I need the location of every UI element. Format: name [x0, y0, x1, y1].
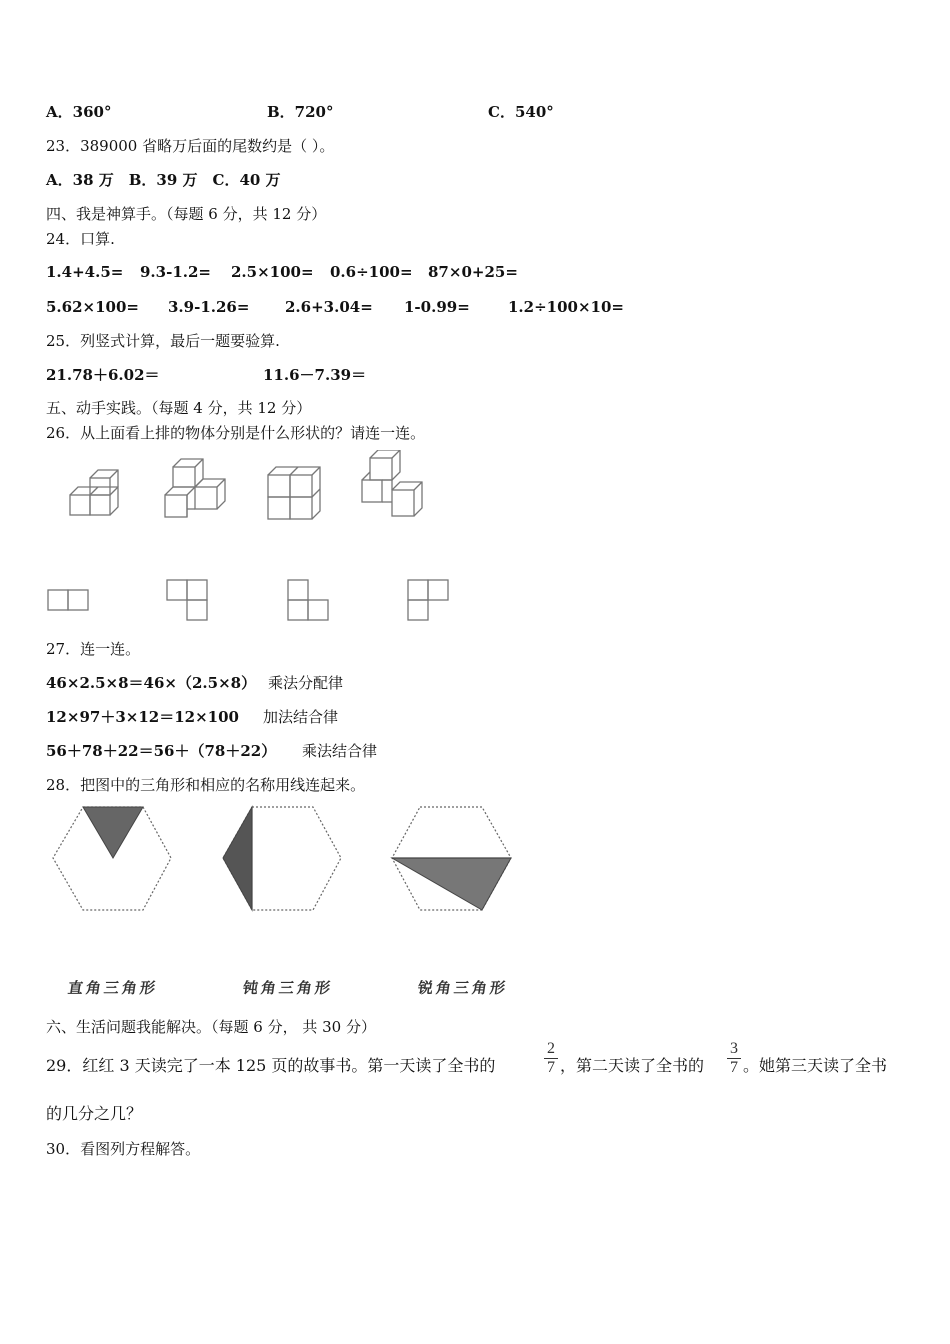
triangle-label-obtuse: 钝角三角形	[241, 979, 335, 997]
q24-item: 3.9-1.26=	[168, 298, 250, 316]
q24-item: 1-0.99=	[404, 298, 470, 316]
q27-expr-3: 56＋78＋22＝56＋（78＋22）	[46, 742, 277, 760]
q24-item: 5.62×100=	[46, 298, 139, 316]
q24-item: 9.3-1.2=	[140, 263, 211, 281]
cube-object-2	[165, 459, 225, 517]
q24-item: 2.5×100=	[231, 263, 314, 281]
q24-item: 0.6÷100=	[330, 263, 413, 281]
section6-title: 六、生活问题我能解决。（每题 6 分， 共 30 分）	[46, 1018, 376, 1036]
triangle-label-acute: 锐角三角形	[416, 979, 510, 997]
q27-title: 27．连一连。	[46, 640, 141, 658]
q29-part3: 。她第三天读了全书	[743, 1056, 888, 1075]
q24-item: 1.4+4.5=	[46, 263, 124, 281]
q27-law-2: 加法结合律	[263, 708, 339, 726]
q25-expr-1: 21.78＋6.02＝	[46, 366, 160, 384]
q27-law-3: 乘法结合律	[302, 742, 378, 760]
q27-expr-2: 12×97＋3×12＝12×100	[46, 708, 239, 726]
q24-item: 87×0+25=	[428, 263, 518, 281]
shaded-triangle-2	[223, 807, 252, 910]
q29-line2: 的几分之几？	[46, 1104, 143, 1123]
q26-figures	[40, 450, 460, 630]
top-view-1	[48, 590, 88, 610]
q24-item: 1.2÷100×10=	[508, 298, 624, 316]
triangle-label-right: 直角三角形	[66, 979, 160, 997]
q27-law-1: 乘法分配律	[268, 674, 344, 692]
cube-object-4	[362, 450, 422, 516]
q22-option-b: B．720°	[267, 103, 334, 121]
q30-title: 30．看图列方程解答。	[46, 1140, 201, 1158]
q29-part2: ，第二天读了全书的	[560, 1056, 705, 1075]
q25-expr-2: 11.6－7.39＝	[263, 366, 367, 384]
q24-item: 2.6+3.04=	[285, 298, 373, 316]
top-view-2	[167, 580, 207, 620]
top-view-3	[288, 580, 328, 620]
q29-fraction-2: 3 7	[727, 1041, 741, 1076]
shaded-triangle-1	[83, 807, 143, 858]
q28-hexagons	[45, 800, 525, 920]
q25-title: 25．列竖式计算，最后一题要验算.	[46, 332, 280, 350]
q22-option-a: A．360°	[46, 103, 112, 121]
cube-object-3	[268, 467, 320, 519]
section5-title: 五、动手实践。（每题 4 分，共 12 分）	[46, 399, 312, 417]
q26-title: 26．从上面看上排的物体分别是什么形状的？请连一连。	[46, 424, 426, 442]
q27-expr-1: 46×2.5×8＝46×（2.5×8）	[46, 674, 257, 692]
q22-option-c: C．540°	[488, 103, 554, 121]
q23-question: 23．389000 省略万后面的尾数约是（ ）。	[46, 137, 335, 155]
q29-fraction-1: 2 7	[544, 1041, 558, 1076]
top-view-4	[408, 580, 448, 620]
q29-part1: 29．红红 3 天读完了一本 125 页的故事书。第一天读了全书的	[46, 1056, 496, 1075]
section4-title: 四、我是神算手。（每题 6 分，共 12 分）	[46, 205, 327, 223]
shaded-triangle-3	[392, 858, 511, 910]
q24-title: 24．口算.	[46, 230, 115, 248]
q23-options: A．38 万 B．39 万 C．40 万	[46, 171, 281, 189]
q28-title: 28．把图中的三角形和相应的名称用线连起来。	[46, 776, 366, 794]
cube-object-1	[70, 470, 118, 515]
